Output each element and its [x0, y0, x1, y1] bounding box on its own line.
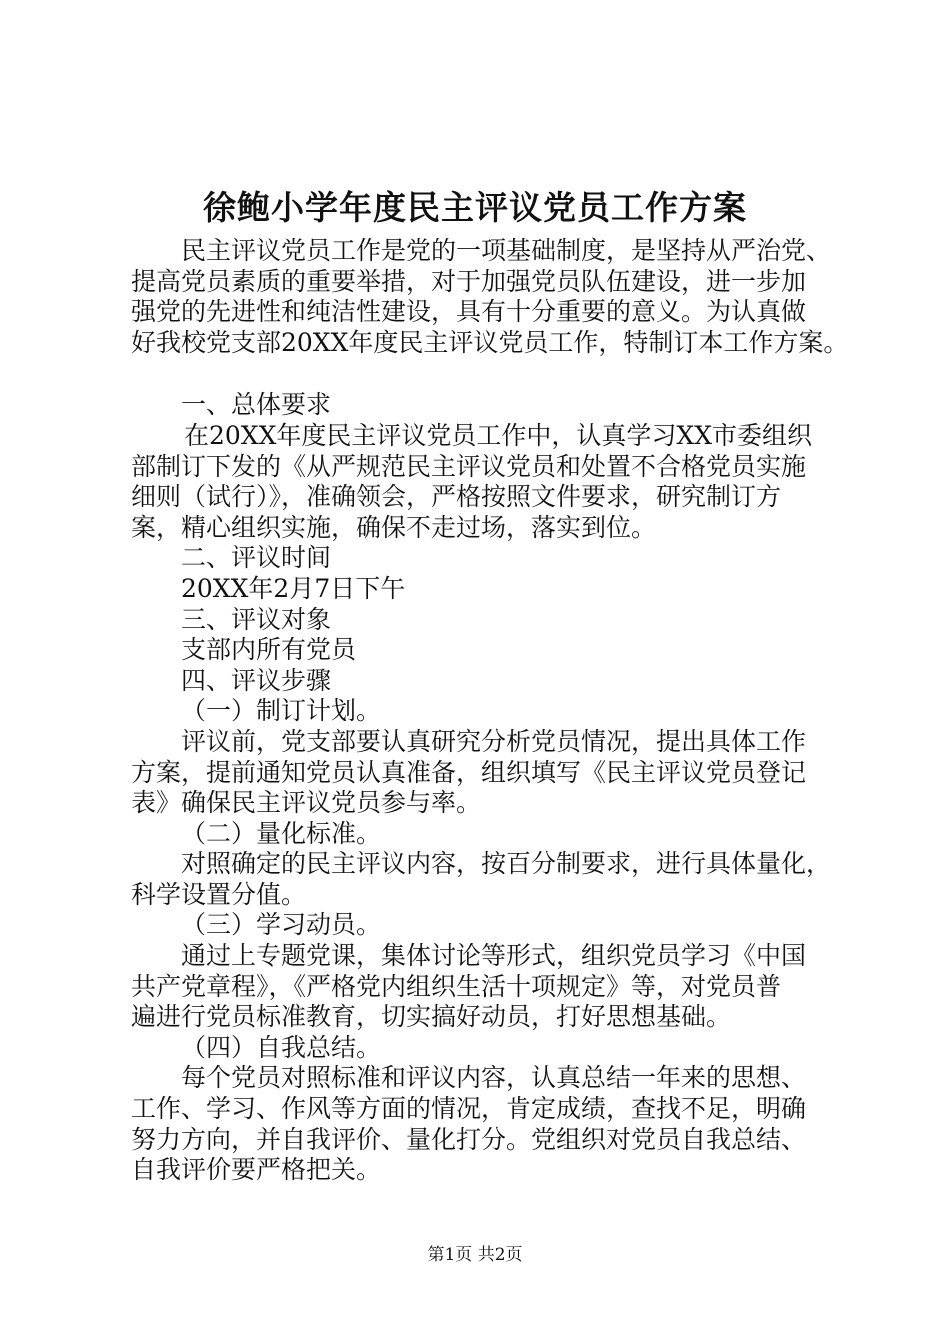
paragraph-line: 支部内所有党员	[181, 635, 357, 665]
paragraph-line: 方案，提前通知党员认真准备，组织填写《民主评议党员登记	[131, 757, 807, 787]
paragraph-line: 部制订下发的《从严规范民主评议党员和处置不合格党员实施	[131, 451, 807, 481]
paragraph-line: 表》确保民主评议党员参与率。	[131, 788, 482, 818]
paragraph-line: 细则（试行）》，准确领会，严格按照文件要求，研究制订方	[131, 482, 782, 512]
subsection-heading: （一）制订计划。	[181, 696, 382, 726]
paragraph-line: 20XX年2月7日下午	[181, 573, 406, 603]
paragraph-line: 自我评价要严格把关。	[131, 1155, 382, 1185]
page-footer: 第1页 共2页	[427, 1245, 523, 1265]
document-title: 徐鲍小学年度民主评议党员工作方案	[203, 188, 747, 227]
paragraph-line: 好我校党支部20XX年度民主评议党员工作，特制订本工作方案。	[131, 327, 849, 357]
paragraph-line: 科学设置分值。	[131, 879, 307, 909]
subsection-heading: （四）自我总结。	[181, 1032, 382, 1062]
paragraph-line: 努力方向，并自我评价、量化打分。党组织对党员自我总结、	[131, 1124, 807, 1154]
paragraph-line: 对照确定的民主评议内容，按百分制要求，进行具体量化，	[181, 849, 832, 879]
paragraph-line: 遍进行党员标准教育，切实搞好动员，打好思想基础。	[131, 1002, 732, 1032]
paragraph-line: 评议前，党支部要认真研究分析党员情况，提出具体工作	[181, 726, 807, 756]
paragraph-line: 民主评议党员工作是党的一项基础制度，是坚持从严治党、	[181, 236, 832, 265]
paragraph-spacer	[131, 358, 831, 390]
subsection-heading: （二）量化标准。	[181, 818, 382, 848]
section-heading: 四、评议步骤	[181, 665, 332, 695]
subsection-heading: （三）学习动员。	[181, 910, 382, 940]
paragraph-line: 案，精心组织实施，确保不走过场，落实到位。	[131, 512, 657, 542]
paragraph-line: 共产党章程》，《严格党内组织生活十项规定》等，对党员普	[131, 971, 782, 1001]
section-heading: 三、评议对象	[181, 604, 332, 634]
paragraph-line: 在20XX年度民主评议党员工作中，认真学习XX市委组织	[184, 420, 813, 450]
paragraph-line: 提高党员素质的重要举措，对于加强党员队伍建设，进一步加	[131, 266, 807, 296]
section-heading: 一、总体要求	[181, 390, 332, 420]
paragraph-line: 强党的先进性和纯洁性建设，具有十分重要的意义。为认真做	[131, 297, 807, 327]
section-heading: 二、评议时间	[181, 543, 332, 573]
paragraph-line: 每个党员对照标准和评议内容，认真总结一年来的思想、	[181, 1063, 807, 1093]
document-body	[131, 236, 849, 1186]
paragraph-line: 通过上专题党课，集体讨论等形式，组织党员学习《中国	[181, 941, 807, 971]
paragraph-line: 工作、学习、作风等方面的情况，肯定成绩，查找不足，明确	[131, 1094, 807, 1124]
